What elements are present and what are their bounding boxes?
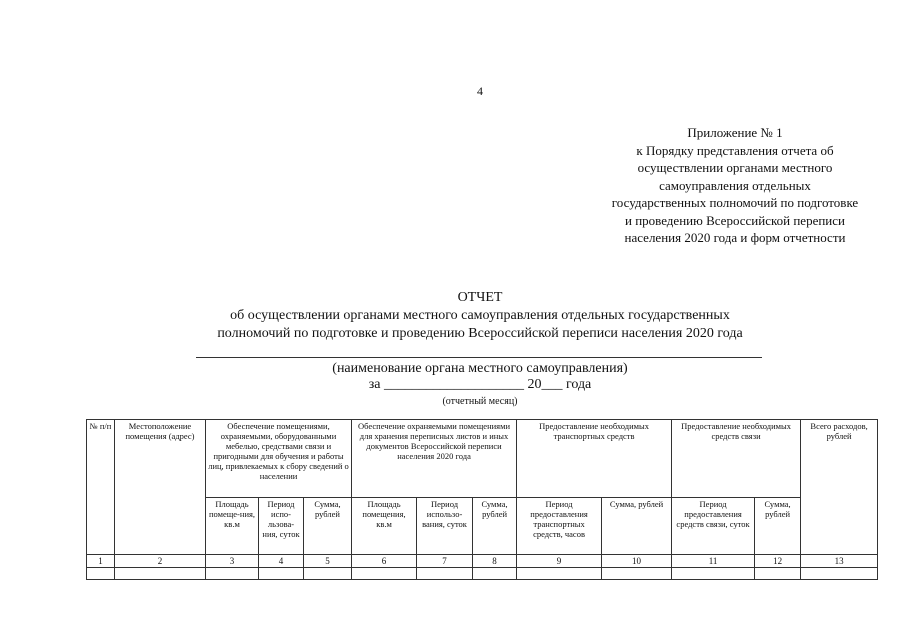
subheader-communication-period: Период предоставления средств связи, суток: [672, 498, 755, 555]
report-subtitle-line: об осуществлении органами местного самоуправления отдельных государственных: [230, 308, 730, 323]
data-cell: [115, 568, 206, 580]
column-number: 12: [755, 555, 801, 568]
subheader-period: Период испо-льзова-ния, суток: [259, 498, 304, 555]
column-number: 7: [417, 555, 473, 568]
header-premises: Обеспечение помещениями, охраняемыми, оборудованными мебелью, средствами связи и пригодными для обучения и работы лиц, привлекаемых к сбору сведений о населении: [206, 420, 352, 498]
data-cell: [304, 568, 352, 580]
header-total: Всего расходов, рублей: [801, 420, 878, 555]
column-number: 1: [87, 555, 115, 568]
data-cell: [517, 568, 602, 580]
report-subtitle-line: полномочий по подготовке и проведению Всероссийской переписи населения 2020 года: [217, 326, 743, 341]
data-cell: [259, 568, 304, 580]
appendix-line: государственных полномочий по подготовке: [611, 195, 859, 210]
report-table: [86, 419, 878, 580]
appendix-block: [560, 124, 905, 247]
appendix-line: к Порядку представления отчета об: [636, 142, 834, 158]
column-number-row: [87, 555, 878, 568]
data-cell: [801, 568, 878, 580]
subheader-sum: Сумма, рублей: [755, 498, 801, 555]
appendix-line: Приложение № 1: [687, 125, 783, 140]
column-number: 3: [206, 555, 259, 568]
subheader-sum: Сумма, рублей: [304, 498, 352, 555]
column-number: 2: [115, 555, 206, 568]
subheader-area: Площадь помещения, кв.м: [352, 498, 417, 555]
data-cell: [755, 568, 801, 580]
reporting-period-line: за ____________________ 20___ года: [368, 377, 592, 392]
subheader-sum: Сумма, рублей: [473, 498, 517, 555]
header-location: Местоположение помещения (адрес): [115, 420, 206, 555]
column-number: 4: [259, 555, 304, 568]
appendix-line: населения 2020 года и форм отчетности: [624, 230, 846, 245]
empty-data-row: [87, 568, 878, 580]
subheader-sum: Сумма, рублей: [602, 498, 672, 555]
appendix-line: осуществлении органами местного: [637, 160, 833, 175]
header-storage: Обеспечение охраняемыми помещениями для хранения переписных листов и иных документов Всероссийской переписи населения 2020 года: [352, 420, 517, 498]
subheader-transport-period: Период предоставления транспортных средств, часов: [517, 498, 602, 555]
column-number: 13: [801, 555, 878, 568]
data-cell: [602, 568, 672, 580]
org-name-caption: (наименование органа местного самоуправления): [332, 361, 628, 376]
data-cell: [352, 568, 417, 580]
header-communication: Предоставление необходимых средств связи: [672, 420, 801, 498]
page-number: 4: [477, 84, 483, 98]
reporting-period-caption: (отчетный месяц): [442, 396, 518, 407]
column-number: 9: [517, 555, 602, 568]
header-num: № п/п: [87, 420, 115, 555]
column-number: 10: [602, 555, 672, 568]
data-cell: [417, 568, 473, 580]
report-title: ОТЧЕТ: [457, 290, 503, 305]
data-cell: [87, 568, 115, 580]
org-name-underline: [196, 357, 762, 358]
header-transport: Предоставление необходимых транспортных средств: [517, 420, 672, 498]
data-cell: [672, 568, 755, 580]
data-cell: [206, 568, 259, 580]
subheader-period: Период использо-вания, суток: [417, 498, 473, 555]
data-cell: [473, 568, 517, 580]
appendix-line: самоуправления отдельных: [659, 177, 811, 193]
column-number: 8: [473, 555, 517, 568]
column-number: 6: [352, 555, 417, 568]
column-number: 5: [304, 555, 352, 568]
subheader-area: Площадь помеще-ния, кв.м: [206, 498, 259, 555]
column-number: 11: [672, 555, 755, 568]
report-title-block: [0, 289, 905, 343]
appendix-line: и проведению Всероссийской переписи: [624, 212, 845, 228]
